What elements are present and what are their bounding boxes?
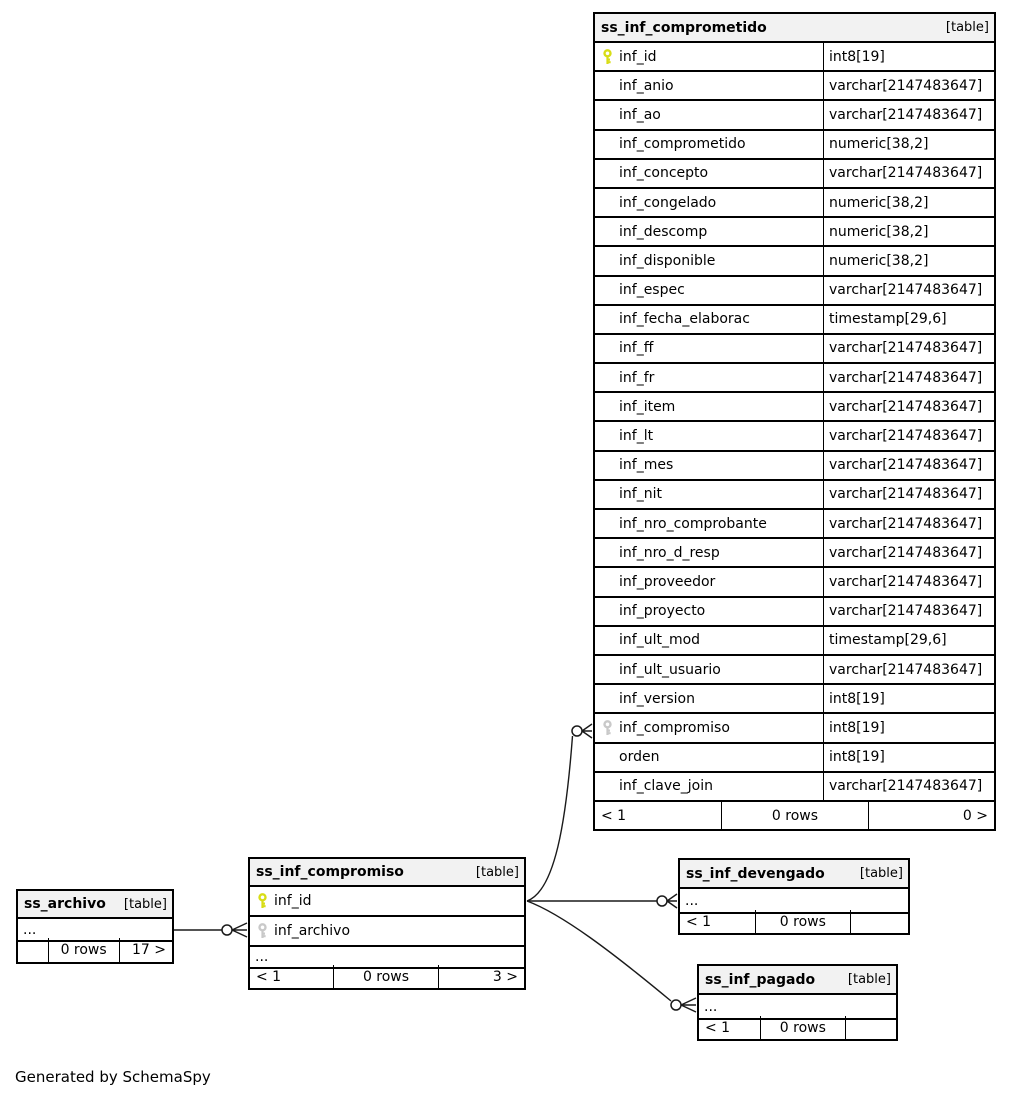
column-name: inf_ult_mod: [619, 632, 701, 649]
column-name: inf_nit: [619, 486, 662, 503]
entity-header: [250, 859, 524, 887]
column-row-inf_mes: [595, 452, 994, 481]
column-type: timestamp[29,6]: [823, 306, 994, 333]
entity-footer: [680, 910, 908, 933]
ellipsis-row: ...: [250, 947, 524, 969]
column-type: int8[19]: [823, 43, 994, 70]
footer-parents: < 1: [680, 910, 756, 933]
column-type: varchar[2147483647]: [823, 101, 994, 128]
entity-header: [680, 860, 908, 889]
column-name: inf_id: [619, 48, 657, 65]
column-type: varchar[2147483647]: [823, 510, 994, 537]
crows-foot-many-marker: [582, 724, 592, 738]
column-row-inf_ff: [595, 335, 994, 364]
footer-parents: [18, 938, 49, 962]
column-name: inf_anio: [619, 77, 674, 94]
entity-rows: [699, 995, 896, 1016]
crows-foot-many-marker: [667, 894, 677, 908]
column-name: inf_mes: [619, 457, 674, 474]
column-row-inf_disponible: [595, 247, 994, 276]
column-row-inf_concepto: [595, 160, 994, 189]
foreign-key-icon: [257, 923, 268, 939]
column-name: inf_archivo: [274, 923, 351, 939]
column-name: inf_version: [619, 690, 695, 707]
ellipsis-row: ...: [18, 919, 172, 942]
column-row-inf_nro_comprobante: [595, 510, 994, 539]
footer-row-count: 0 rows: [761, 1016, 846, 1039]
column-name: inf_id: [274, 893, 312, 909]
column-row-inf_clave_join: [595, 773, 994, 802]
column-name: inf_nro_d_resp: [619, 544, 720, 561]
column-type: numeric[38,2]: [823, 189, 994, 216]
relationship-ss_inf_compromiso-to-ss_inf_comprometido: [527, 724, 592, 901]
entity-rows: [18, 919, 172, 938]
entity-header: [595, 14, 994, 43]
key-slot: [250, 923, 274, 939]
column-row-inf_nit: [595, 481, 994, 510]
column-type: varchar[2147483647]: [823, 393, 994, 420]
column-type: numeric[38,2]: [823, 247, 994, 274]
footer-row-count: 0 rows: [722, 802, 870, 829]
column-name: inf_congelado: [619, 194, 717, 211]
footer-row-count: 0 rows: [756, 910, 851, 933]
column-row-inf_version: [595, 685, 994, 714]
column-row-inf_proveedor: [595, 568, 994, 597]
footer-children: 3 >: [492, 968, 518, 985]
footer-parents: < 1: [699, 1016, 761, 1039]
entity-ss_inf_comprometido[interactable]: [593, 12, 996, 831]
column-type: timestamp[29,6]: [823, 627, 994, 654]
entity-type-badge: [table]: [847, 972, 891, 987]
zero-cardinality-circle: [671, 1000, 681, 1010]
entity-ss_archivo[interactable]: [16, 889, 174, 964]
entity-type-badge: [table]: [859, 866, 903, 881]
column-name: inf_concepto: [619, 165, 709, 182]
column-row-inf_nro_d_resp: [595, 539, 994, 568]
column-type: varchar[2147483647]: [823, 598, 994, 625]
entity-type-badge: [table]: [945, 20, 989, 35]
column-row-inf_id: [250, 887, 524, 917]
entity-type-badge: [table]: [123, 896, 167, 912]
zero-cardinality-circle: [657, 896, 667, 906]
column-row-inf_compromiso: [595, 714, 994, 743]
ellipsis-row: ...: [699, 995, 896, 1020]
footer-children: [851, 910, 908, 933]
column-type: varchar[2147483647]: [823, 422, 994, 449]
entity-name[interactable]: ss_inf_compromiso: [256, 864, 404, 880]
column-type: varchar[2147483647]: [823, 773, 994, 800]
column-name: inf_item: [619, 398, 676, 415]
entity-ss_inf_compromiso[interactable]: [248, 857, 526, 990]
zero-cardinality-circle: [572, 726, 582, 736]
generated-by-note: Generated by SchemaSpy: [15, 1068, 211, 1086]
column-name: inf_espec: [619, 282, 685, 299]
column-name: orden: [619, 749, 660, 766]
foreign-key-icon: [602, 720, 613, 736]
footer-children: [846, 1016, 896, 1039]
column-type: varchar[2147483647]: [823, 656, 994, 683]
zero-cardinality-circle: [222, 925, 232, 935]
footer-children: 0 >: [962, 807, 988, 824]
entity-ss_inf_pagado[interactable]: [697, 964, 898, 1041]
column-row-inf_lt: [595, 422, 994, 451]
column-type: int8[19]: [823, 714, 994, 741]
column-type: numeric[38,2]: [823, 218, 994, 245]
column-row-inf_id: [595, 43, 994, 72]
crows-foot-many-marker: [232, 923, 247, 937]
column-row-inf_proyecto: [595, 598, 994, 627]
column-row-inf_anio: [595, 72, 994, 101]
column-name: inf_nro_comprobante: [619, 515, 767, 532]
column-name: inf_fr: [619, 369, 655, 386]
ellipsis-row: ...: [680, 889, 908, 914]
column-name: inf_compromiso: [619, 719, 730, 736]
entity-footer: [18, 938, 172, 962]
entity-name[interactable]: ss_inf_comprometido: [601, 19, 767, 36]
primary-key-icon: [257, 893, 268, 909]
entity-footer: [699, 1016, 896, 1039]
column-name: inf_lt: [619, 428, 654, 445]
column-row-inf_ao: [595, 101, 994, 130]
column-type: varchar[2147483647]: [823, 160, 994, 187]
entity-rows: [595, 43, 994, 802]
column-name: inf_ao: [619, 106, 661, 123]
column-type: int8[19]: [823, 744, 994, 771]
column-row-orden: [595, 744, 994, 773]
column-type: varchar[2147483647]: [823, 364, 994, 391]
column-name: inf_disponible: [619, 252, 716, 269]
key-slot: [595, 720, 619, 736]
column-type: varchar[2147483647]: [823, 335, 994, 362]
crows-foot-many-marker: [681, 998, 696, 1012]
column-row-inf_fr: [595, 364, 994, 393]
column-row-inf_ult_mod: [595, 627, 994, 656]
entity-ss_inf_devengado[interactable]: [678, 858, 910, 935]
entity-name[interactable]: ss_inf_pagado: [705, 971, 816, 988]
column-name: inf_descomp: [619, 223, 708, 240]
entity-rows: [250, 887, 524, 965]
entity-footer: [250, 965, 524, 988]
entity-footer: [595, 802, 994, 829]
entity-type-badge: [table]: [475, 864, 519, 880]
column-row-inf_item: [595, 393, 994, 422]
column-name: inf_proveedor: [619, 573, 716, 590]
entity-rows: [680, 889, 908, 910]
relationship-ss_archivo-to-ss_inf_compromiso: [174, 923, 247, 937]
column-type: numeric[38,2]: [823, 131, 994, 158]
column-type: varchar[2147483647]: [823, 72, 994, 99]
footer-row-count: 0 rows: [49, 938, 120, 962]
footer-children: 17 >: [131, 942, 166, 958]
column-type: varchar[2147483647]: [823, 481, 994, 508]
column-type: varchar[2147483647]: [823, 568, 994, 595]
entity-name[interactable]: ss_inf_devengado: [686, 865, 825, 882]
column-row-inf_comprometido: [595, 131, 994, 160]
column-row-inf_descomp: [595, 218, 994, 247]
column-row-inf_espec: [595, 277, 994, 306]
column-name: inf_ult_usuario: [619, 661, 721, 678]
footer-parents: < 1: [595, 802, 722, 829]
column-row-inf_ult_usuario: [595, 656, 994, 685]
key-slot: [595, 49, 619, 65]
column-type: int8[19]: [823, 685, 994, 712]
primary-key-icon: [602, 49, 613, 65]
entity-header: [699, 966, 896, 995]
column-type: varchar[2147483647]: [823, 277, 994, 304]
key-slot: [250, 893, 274, 909]
footer-parents: < 1: [250, 965, 334, 988]
entity-header: [18, 891, 172, 919]
column-name: inf_proyecto: [619, 603, 706, 620]
column-name: inf_comprometido: [619, 136, 746, 153]
column-type: varchar[2147483647]: [823, 452, 994, 479]
column-row-inf_congelado: [595, 189, 994, 218]
column-name: inf_ff: [619, 340, 654, 357]
column-row-inf_fecha_elaborac: [595, 306, 994, 335]
column-type: varchar[2147483647]: [823, 539, 994, 566]
entity-name[interactable]: ss_archivo: [24, 896, 106, 912]
relationship-ss_inf_compromiso-to-ss_inf_pagado: [527, 901, 696, 1012]
column-name: inf_fecha_elaborac: [619, 311, 750, 328]
column-name: inf_clave_join: [619, 778, 713, 795]
column-row-inf_archivo: [250, 917, 524, 947]
relationship-ss_inf_compromiso-to-ss_inf_devengado: [527, 894, 677, 908]
footer-row-count: 0 rows: [334, 965, 440, 988]
